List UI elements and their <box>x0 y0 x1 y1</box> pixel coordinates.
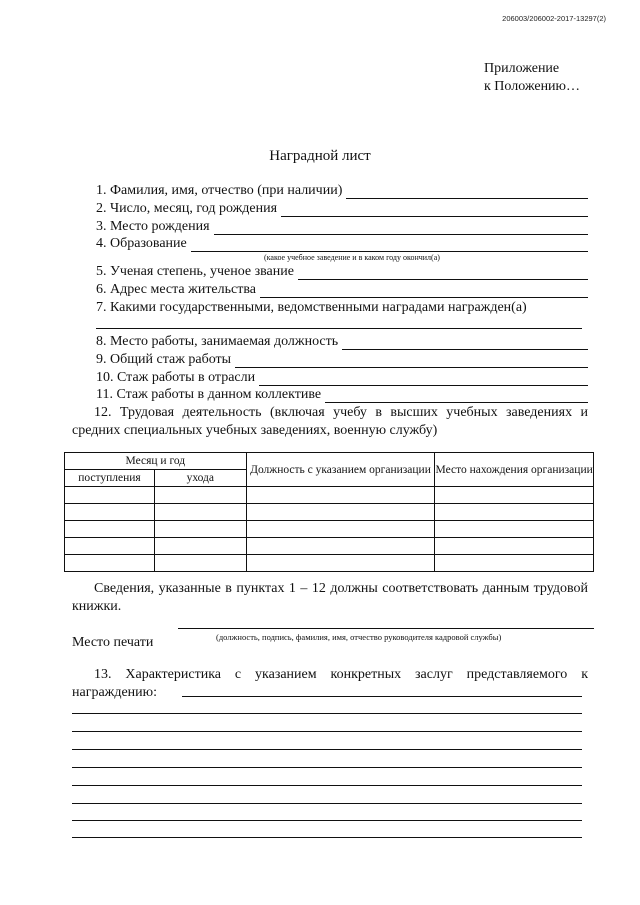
header-end: ухода <box>154 470 246 487</box>
table-cell[interactable] <box>65 521 155 538</box>
input-line[interactable] <box>325 389 588 403</box>
field-label: 6. Адрес места жительства <box>96 282 256 297</box>
table-row <box>65 504 594 521</box>
field-label: 4. Образование <box>96 236 187 251</box>
characteristic-line[interactable] <box>72 713 582 714</box>
table-cell[interactable] <box>65 487 155 504</box>
field-birth-place <box>96 218 588 235</box>
table-cell[interactable] <box>246 555 435 572</box>
input-line[interactable] <box>342 336 588 350</box>
table-cell[interactable] <box>154 487 246 504</box>
field-label: 11. Стаж работы в данном коллективе <box>96 387 322 402</box>
consistency-note: Сведения, указанные в пунктах 1 – 12 должны соответствовать данным трудовой книжки. <box>72 581 588 614</box>
field-birth-date <box>96 200 588 217</box>
signature-hint: (должность, подпись, фамилия, имя, отчество руководителя кадровой службы) <box>216 632 502 642</box>
table-row <box>65 521 594 538</box>
table-cell[interactable] <box>154 504 246 521</box>
input-line[interactable] <box>298 266 588 280</box>
table-cell[interactable] <box>246 487 435 504</box>
field-workplace <box>96 333 588 350</box>
field-label: 8. Место работы, занимаемая должность <box>96 334 339 349</box>
table-row <box>65 538 594 555</box>
field-label: 5. Ученая степень, ученое звание <box>96 264 294 279</box>
table-cell[interactable] <box>154 538 246 555</box>
table-cell[interactable] <box>435 521 594 538</box>
characteristic-line[interactable] <box>72 820 582 821</box>
input-line[interactable] <box>235 354 588 368</box>
field-label: 9. Общий стаж работы <box>96 352 232 367</box>
appendix-heading <box>484 60 580 96</box>
input-line[interactable] <box>214 221 588 235</box>
characteristic-line[interactable] <box>72 767 582 768</box>
field-label: 10. Стаж работы в отрасли <box>96 370 256 385</box>
awards-input-line[interactable] <box>96 328 582 329</box>
characteristic-line[interactable] <box>72 731 582 732</box>
header-month-year: Месяц и год <box>65 453 247 470</box>
table-cell[interactable] <box>435 504 594 521</box>
table-cell[interactable] <box>65 504 155 521</box>
work-history-table <box>64 452 594 572</box>
appendix-line-1: Приложение <box>484 61 560 76</box>
input-line[interactable] <box>260 284 588 298</box>
field-industry-experience <box>96 369 588 386</box>
input-line[interactable] <box>191 238 588 252</box>
table-cell[interactable] <box>65 555 155 572</box>
table-cell[interactable] <box>435 555 594 572</box>
table-row <box>65 555 594 572</box>
input-line[interactable] <box>259 372 588 386</box>
table-cell[interactable] <box>246 521 435 538</box>
table-cell[interactable] <box>154 555 246 572</box>
table-cell[interactable] <box>246 504 435 521</box>
stamp-place-label: Место печати <box>72 635 154 650</box>
field-label: 1. Фамилия, имя, отчество (при наличии) <box>96 183 343 198</box>
characteristic-line[interactable] <box>182 696 582 697</box>
characteristic-line[interactable] <box>72 803 582 804</box>
appendix-line-2: к Положению… <box>484 79 581 94</box>
input-line[interactable] <box>346 185 588 199</box>
characteristic-line[interactable] <box>72 837 582 838</box>
field-label: 2. Число, месяц, год рождения <box>96 201 278 216</box>
document-number: 206003/206002-2017-13297(2) <box>502 14 606 23</box>
header-start: поступления <box>65 470 155 487</box>
table-header-row <box>65 453 594 470</box>
characteristic-line[interactable] <box>72 749 582 750</box>
signature-line[interactable] <box>178 628 594 629</box>
field-label: 3. Место рождения <box>96 219 210 234</box>
table-cell[interactable] <box>154 521 246 538</box>
item-13-characteristic: 13. Характеристика с указанием конкретных заслуг представляемого к награждению: <box>72 667 588 700</box>
table-cell[interactable] <box>435 538 594 555</box>
education-hint: (какое учебное заведение и в каком году окончил(а) <box>264 253 440 262</box>
field-education <box>96 235 588 252</box>
page-title: Наградной лист <box>269 148 371 164</box>
field-team-experience <box>96 386 588 403</box>
field-total-experience <box>96 351 588 368</box>
table-cell[interactable] <box>65 538 155 555</box>
field-academic-degree <box>96 263 588 280</box>
table-cell[interactable] <box>435 487 594 504</box>
field-address <box>96 281 588 298</box>
characteristic-line[interactable] <box>72 785 582 786</box>
header-position: Должность с указанием организации <box>246 453 435 487</box>
table-row <box>65 487 594 504</box>
header-location: Место нахождения организации <box>435 453 594 487</box>
item-12-work-history: 12. Трудовая деятельность (включая учебу в высших учебных заведениях и средних специальных учебных заведениях, военную службу) <box>72 405 588 438</box>
table-cell[interactable] <box>246 538 435 555</box>
field-full-name <box>96 182 588 199</box>
field-awards-label: 7. Какими государственными, ведомственными наградами награжден(а) <box>96 300 527 315</box>
input-line[interactable] <box>281 203 588 217</box>
